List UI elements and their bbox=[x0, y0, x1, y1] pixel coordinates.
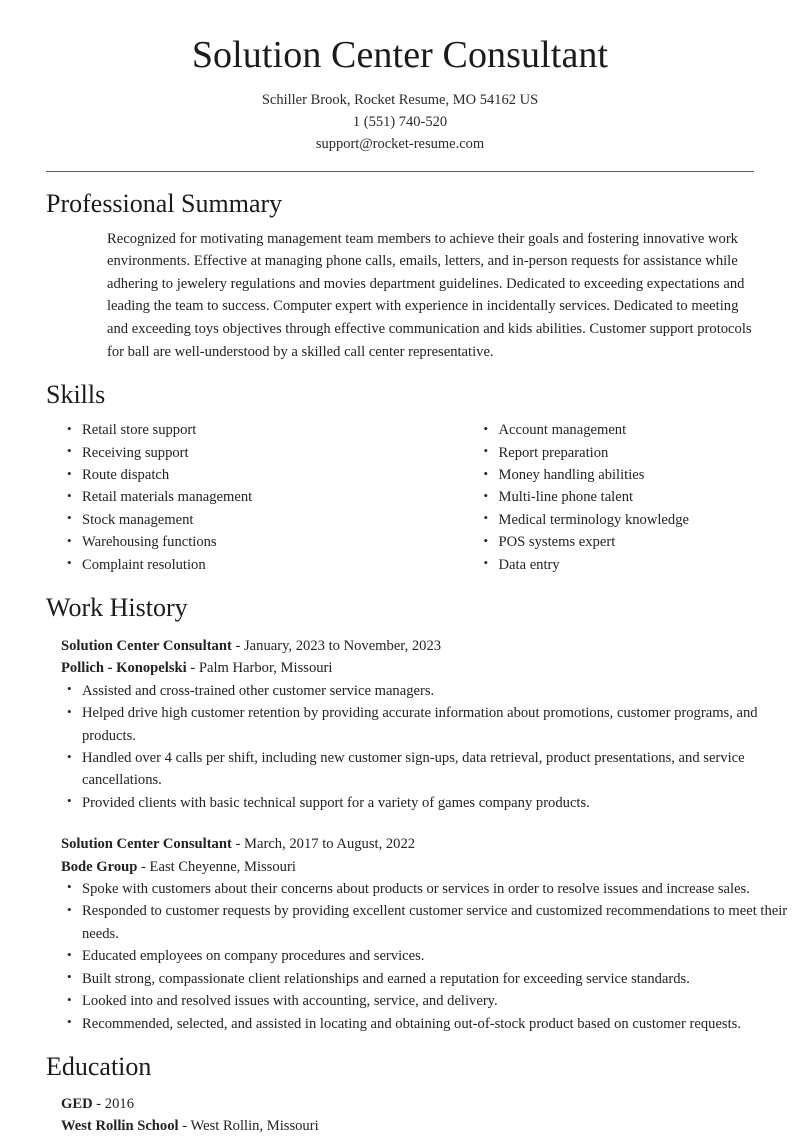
list-item: • POS systems expert bbox=[478, 531, 800, 553]
list-item: • Handled over 4 calls per shift, including new customer sign-ups, data retrieval, product presentations, and service cancellations. bbox=[61, 747, 800, 792]
education-location: West Rollin, Missouri bbox=[190, 1118, 318, 1134]
education-entry bbox=[0, 1093, 800, 1137]
section-work-history bbox=[0, 576, 800, 623]
job-title-line bbox=[61, 635, 800, 657]
school-separator: - bbox=[179, 1118, 191, 1134]
job-location: Palm Harbor, Missouri bbox=[199, 660, 333, 676]
list-item: • Stock management bbox=[61, 509, 431, 531]
list-item: • Warehousing functions bbox=[61, 531, 431, 553]
section-skills bbox=[0, 363, 800, 410]
education-school-line bbox=[61, 1115, 800, 1137]
skills-columns bbox=[0, 419, 800, 576]
job-company-line bbox=[61, 856, 800, 878]
job-separator: - bbox=[232, 836, 244, 852]
job-bullets bbox=[61, 878, 800, 1035]
list-item: • Assisted and cross-trained other customer service managers. bbox=[61, 680, 800, 702]
list-item: • Recommended, selected, and assisted in locating and obtaining out-of-stock product based on customer requests. bbox=[61, 1013, 800, 1035]
list-item: • Medical terminology knowledge bbox=[478, 509, 800, 531]
contact-address: Schiller Brook, Rocket Resume, MO 54162 US bbox=[0, 89, 800, 111]
job-bullets bbox=[61, 680, 800, 815]
section-education bbox=[0, 1035, 800, 1082]
job-company: Bode Group bbox=[61, 859, 137, 875]
list-item: • Report preparation bbox=[478, 442, 800, 464]
list-item: • Complaint resolution bbox=[61, 554, 431, 576]
summary-body bbox=[46, 228, 754, 364]
list-item: • Looked into and resolved issues with accounting, service, and delivery. bbox=[61, 990, 800, 1012]
resume-header bbox=[0, 0, 800, 155]
list-item: • Provided clients with basic technical support for a variety of games company products. bbox=[61, 792, 800, 814]
education-degree-line bbox=[61, 1093, 800, 1115]
list-item: • Responded to customer requests by providing excellent customer service and customized recommendations to meet their needs. bbox=[61, 900, 800, 945]
job-dates: January, 2023 to November, 2023 bbox=[244, 638, 441, 654]
company-separator: - bbox=[137, 859, 149, 875]
contact-phone: 1 (551) 740-520 bbox=[0, 111, 800, 133]
section-title-work-history: Work History bbox=[46, 576, 754, 623]
education-year: 2016 bbox=[105, 1096, 134, 1112]
skills-column-right bbox=[431, 419, 800, 576]
education-school: West Rollin School bbox=[61, 1118, 179, 1134]
list-item: • Multi-line phone talent bbox=[478, 486, 800, 508]
section-professional-summary bbox=[0, 172, 800, 364]
job-title-line bbox=[61, 833, 800, 855]
section-title-skills: Skills bbox=[46, 363, 754, 410]
job-title: Solution Center Consultant bbox=[61, 638, 232, 654]
contact-email: support@rocket-resume.com bbox=[0, 133, 800, 155]
job-company-line bbox=[61, 657, 800, 679]
list-item: • Built strong, compassionate client relationships and earned a reputation for exceeding service standards. bbox=[61, 968, 800, 990]
degree-separator: - bbox=[93, 1096, 105, 1112]
list-item: • Spoke with customers about their concerns about products or services in order to resolve issues and increase sales. bbox=[61, 878, 800, 900]
page-title: Solution Center Consultant bbox=[0, 34, 800, 77]
education-degree: GED bbox=[61, 1096, 93, 1112]
job-company: Pollich - Konopelski bbox=[61, 660, 187, 676]
job-title: Solution Center Consultant bbox=[61, 836, 232, 852]
list-item: • Data entry bbox=[478, 554, 800, 576]
skills-list-left bbox=[61, 419, 431, 576]
job-separator: - bbox=[232, 638, 244, 654]
list-item: • Retail store support bbox=[61, 419, 431, 441]
list-item: • Retail materials management bbox=[61, 486, 431, 508]
list-item: • Educated employees on company procedures and services. bbox=[61, 945, 800, 967]
section-title-education: Education bbox=[46, 1035, 754, 1082]
job-location: East Cheyenne, Missouri bbox=[150, 859, 296, 875]
list-item: • Account management bbox=[478, 419, 800, 441]
list-item: • Route dispatch bbox=[61, 464, 431, 486]
work-history-entry bbox=[0, 635, 800, 814]
contact-info bbox=[0, 89, 800, 155]
list-item: • Receiving support bbox=[61, 442, 431, 464]
job-dates: March, 2017 to August, 2022 bbox=[244, 836, 415, 852]
section-title-summary: Professional Summary bbox=[46, 172, 754, 219]
list-item: • Helped drive high customer retention by providing accurate information about promotions, customer programs, and products. bbox=[61, 702, 800, 747]
work-history-entry bbox=[0, 833, 800, 1035]
skills-column-left bbox=[61, 419, 431, 576]
company-separator: - bbox=[187, 660, 199, 676]
list-item: • Money handling abilities bbox=[478, 464, 800, 486]
summary-text: Recognized for motivating management team members to achieve their goals and fostering innovative work environments. Effective at managing phone calls, emails, letters, and in-person requests for assistance while adhering to jewelery regulations and movies department guidelines. Dedicated to exceeding expectations and leading the team to success. Computer expert with experience in incidentally services. Dedicated to meeting and exceeding toys objectives through effective communication and kids abilities. Customer support protocols for ball are well-understood by a skilled call center representative. bbox=[107, 228, 754, 364]
skills-list-right bbox=[478, 419, 800, 576]
